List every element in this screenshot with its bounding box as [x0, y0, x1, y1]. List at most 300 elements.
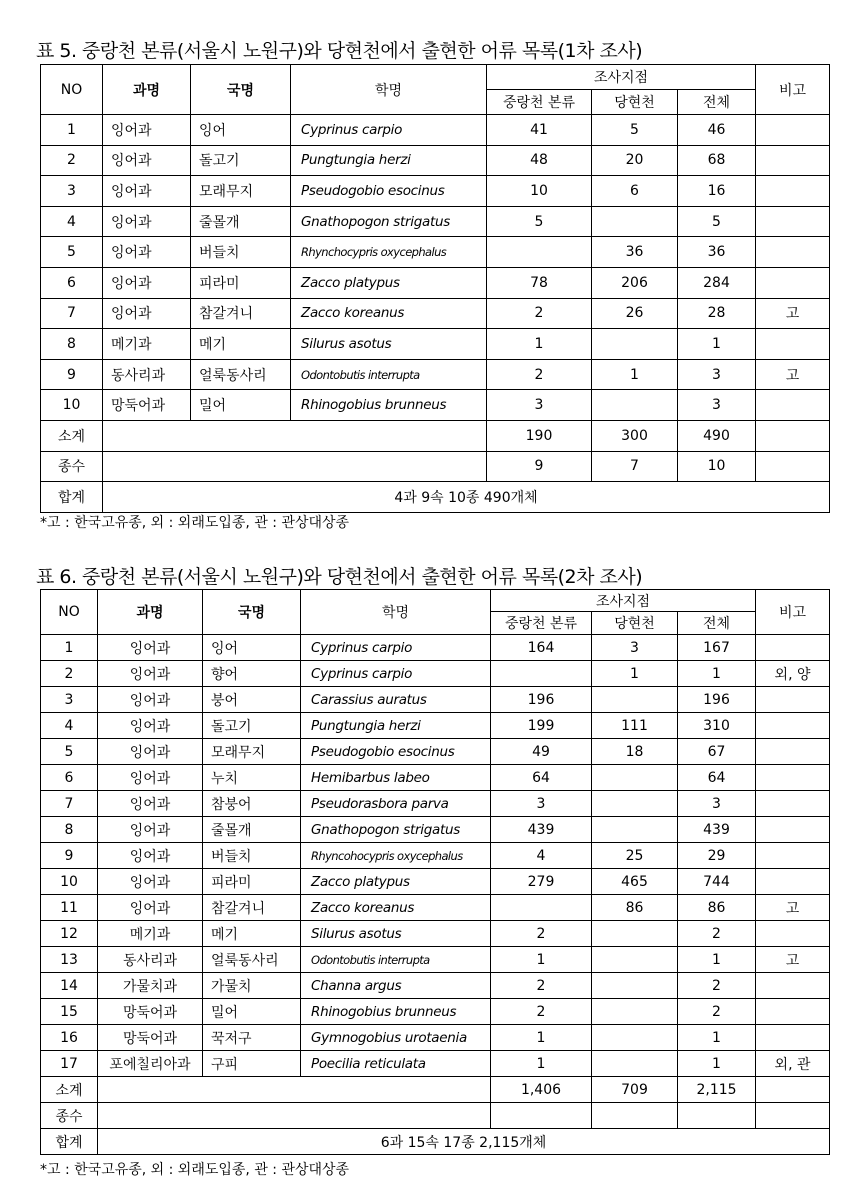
table6-species-row: [41, 1103, 830, 1129]
cell-family: 잉어과: [98, 791, 203, 817]
cell-note: [756, 739, 830, 765]
cell-family: 잉어과: [98, 869, 203, 895]
table6-footnote: *고 : 한국고유종, 외 : 외래도입종, 관 : 관상대상종: [40, 1162, 350, 1178]
cell-korean-name: 돌고기: [203, 713, 301, 739]
cell-total: 29: [678, 843, 756, 869]
header-total: 전체: [678, 612, 756, 635]
cell-korean-name: 누치: [203, 765, 301, 791]
cell-total: 744: [678, 869, 756, 895]
header-korean-name: 국명: [203, 590, 301, 635]
table-row: [41, 1051, 830, 1077]
cell-site1: 64: [491, 765, 592, 791]
cell-no: 7: [41, 298, 103, 329]
cell-no: 6: [41, 267, 103, 298]
cell-total: 196: [678, 687, 756, 713]
cell-site2: [592, 921, 678, 947]
cell-site1: 1: [487, 329, 592, 360]
cell-site1: 48: [487, 145, 592, 176]
cell-family: 잉어과: [98, 765, 203, 791]
cell-site2: [592, 329, 678, 360]
cell-scientific-name: Cyprinus carpio: [291, 115, 487, 146]
cell-note: [756, 1025, 830, 1051]
cell-family: 동사리과: [103, 359, 191, 390]
species-total: [678, 1103, 756, 1129]
subtotal-blank: [98, 1077, 491, 1103]
cell-site1: 199: [491, 713, 592, 739]
cell-note: [756, 176, 830, 207]
table5-species-row: [41, 451, 830, 482]
cell-note: 고: [756, 895, 830, 921]
cell-total: 46: [678, 115, 756, 146]
cell-site1: 2: [487, 298, 592, 329]
species-blank: [98, 1103, 491, 1129]
table5-title: 표 5. 중랑천 본류(서울시 노원구)와 당현천에서 출현한 어류 목록(1차 조사): [36, 40, 643, 62]
cell-note: 고: [756, 298, 830, 329]
table5-header-row: [41, 65, 830, 90]
header-scientific-name: 학명: [301, 590, 491, 635]
cell-note: 고: [756, 359, 830, 390]
cell-no: 5: [41, 739, 98, 765]
cell-note: [756, 206, 830, 237]
table-row: [41, 298, 830, 329]
cell-total: 68: [678, 145, 756, 176]
cell-korean-name: 밀어: [203, 999, 301, 1025]
cell-family: 포에칠리아과: [98, 1051, 203, 1077]
cell-scientific-name: Cyprinus carpio: [301, 661, 491, 687]
cell-site1: 41: [487, 115, 592, 146]
sum-text: 6과 15속 17종 2,115개체: [98, 1129, 830, 1155]
cell-family: 잉어과: [98, 739, 203, 765]
table-row: [41, 947, 830, 973]
cell-no: 17: [41, 1051, 98, 1077]
cell-total: 2: [678, 921, 756, 947]
cell-site1: 2: [487, 359, 592, 390]
cell-scientific-name: Cyprinus carpio: [301, 635, 491, 661]
cell-scientific-name: Gymnogobius urotaenia: [301, 1025, 491, 1051]
cell-no: 9: [41, 359, 103, 390]
cell-site2: [592, 687, 678, 713]
cell-total: 3: [678, 390, 756, 421]
cell-total: 3: [678, 791, 756, 817]
cell-korean-name: 피라미: [203, 869, 301, 895]
cell-note: [756, 267, 830, 298]
cell-korean-name: 버들치: [191, 237, 291, 268]
cell-family: 잉어과: [98, 661, 203, 687]
cell-family: 동사리과: [98, 947, 203, 973]
cell-scientific-name: Pseudogobio esocinus: [291, 176, 487, 207]
table5-footnote: *고 : 한국고유종, 외 : 외래도입종, 관 : 관상대상종: [40, 515, 350, 531]
cell-scientific-name: Rhyncohocypris oxycephalus: [301, 843, 491, 869]
cell-site1: 49: [491, 739, 592, 765]
table-row: [41, 895, 830, 921]
cell-site2: 1: [592, 661, 678, 687]
table-row: [41, 999, 830, 1025]
cell-korean-name: 가물치: [203, 973, 301, 999]
cell-family: 메기과: [103, 329, 191, 360]
table-row: [41, 237, 830, 268]
cell-scientific-name: Rhynchocypris oxycephalus: [291, 237, 487, 268]
cell-site2: 1: [592, 359, 678, 390]
species-site2: [592, 1103, 678, 1129]
table-row: [41, 115, 830, 146]
cell-no: 10: [41, 869, 98, 895]
cell-site2: 6: [592, 176, 678, 207]
cell-family: 잉어과: [103, 206, 191, 237]
cell-no: 12: [41, 921, 98, 947]
cell-korean-name: 참붕어: [203, 791, 301, 817]
cell-site2: 5: [592, 115, 678, 146]
cell-no: 3: [41, 176, 103, 207]
cell-total: 86: [678, 895, 756, 921]
cell-note: [756, 237, 830, 268]
cell-site2: [592, 206, 678, 237]
cell-scientific-name: Channa argus: [301, 973, 491, 999]
cell-scientific-name: Pungtungia herzi: [301, 713, 491, 739]
cell-family: 잉어과: [103, 298, 191, 329]
table6-sum-row: [41, 1129, 830, 1155]
cell-site2: 86: [592, 895, 678, 921]
cell-total: 167: [678, 635, 756, 661]
cell-site1: 2: [491, 999, 592, 1025]
subtotal-total: 490: [678, 420, 756, 451]
cell-site1: 439: [491, 817, 592, 843]
table6-body: [41, 635, 830, 1077]
header-survey-sites: 조사지점: [487, 65, 756, 90]
cell-scientific-name: Zacco koreanus: [301, 895, 491, 921]
cell-site1: 1: [491, 1051, 592, 1077]
cell-site1: 2: [491, 973, 592, 999]
cell-site1: 78: [487, 267, 592, 298]
table-row: [41, 791, 830, 817]
subtotal-label: 소계: [41, 1077, 98, 1103]
cell-no: 16: [41, 1025, 98, 1051]
subtotal-total: 2,115: [678, 1077, 756, 1103]
cell-site1: 10: [487, 176, 592, 207]
subtotal-note: [756, 420, 830, 451]
cell-note: [756, 687, 830, 713]
cell-site1: 1: [491, 947, 592, 973]
cell-scientific-name: Poecilia reticulata: [301, 1051, 491, 1077]
cell-total: 2: [678, 999, 756, 1025]
cell-site2: 25: [592, 843, 678, 869]
table5: [40, 64, 830, 513]
sum-label: 합계: [41, 482, 103, 513]
cell-korean-name: 참갈겨니: [191, 298, 291, 329]
subtotal-site2: 709: [592, 1077, 678, 1103]
cell-family: 잉어과: [103, 176, 191, 207]
cell-total: 28: [678, 298, 756, 329]
cell-scientific-name: Gnathopogon strigatus: [291, 206, 487, 237]
cell-note: [756, 145, 830, 176]
cell-site2: 3: [592, 635, 678, 661]
cell-scientific-name: Odontobutis interrupta: [291, 359, 487, 390]
table6-header-row: [41, 590, 830, 612]
cell-scientific-name: Odontobutis interrupta: [301, 947, 491, 973]
cell-site1: 5: [487, 206, 592, 237]
subtotal-site1: 190: [487, 420, 592, 451]
header-no: NO: [41, 65, 103, 115]
subtotal-site2: 300: [592, 420, 678, 451]
table-row: [41, 687, 830, 713]
cell-scientific-name: Zacco platypus: [291, 267, 487, 298]
cell-korean-name: 붕어: [203, 687, 301, 713]
cell-total: 16: [678, 176, 756, 207]
subtotal-note: [756, 1077, 830, 1103]
cell-no: 13: [41, 947, 98, 973]
cell-korean-name: 줄몰개: [191, 206, 291, 237]
cell-family: 잉어과: [98, 843, 203, 869]
cell-site1: [491, 661, 592, 687]
cell-korean-name: 향어: [203, 661, 301, 687]
cell-korean-name: 구피: [203, 1051, 301, 1077]
cell-scientific-name: Silurus asotus: [291, 329, 487, 360]
cell-site2: 20: [592, 145, 678, 176]
table-row: [41, 817, 830, 843]
cell-no: 2: [41, 661, 98, 687]
cell-site2: 26: [592, 298, 678, 329]
cell-site1: 4: [491, 843, 592, 869]
table-row: [41, 145, 830, 176]
cell-note: [756, 390, 830, 421]
cell-no: 5: [41, 237, 103, 268]
cell-korean-name: 잉어: [203, 635, 301, 661]
cell-korean-name: 모래무지: [203, 739, 301, 765]
cell-scientific-name: Pseudorasbora parva: [301, 791, 491, 817]
cell-scientific-name: Zacco platypus: [301, 869, 491, 895]
header-note: 비고: [756, 590, 830, 635]
cell-total: 2: [678, 973, 756, 999]
cell-no: 3: [41, 687, 98, 713]
cell-scientific-name: Pungtungia herzi: [291, 145, 487, 176]
cell-family: 잉어과: [98, 895, 203, 921]
header-korean-name: 국명: [191, 65, 291, 115]
cell-site2: [592, 791, 678, 817]
cell-note: [756, 635, 830, 661]
table5-sum-row: [41, 482, 830, 513]
cell-family: 망둑어과: [103, 390, 191, 421]
species-blank: [103, 451, 487, 482]
cell-no: 14: [41, 973, 98, 999]
cell-site2: [592, 947, 678, 973]
cell-total: 64: [678, 765, 756, 791]
cell-site1: 196: [491, 687, 592, 713]
cell-no: 1: [41, 115, 103, 146]
table5-body: [41, 115, 830, 421]
cell-korean-name: 버들치: [203, 843, 301, 869]
table-row: [41, 765, 830, 791]
cell-site1: 279: [491, 869, 592, 895]
cell-site2: 465: [592, 869, 678, 895]
header-site2: 당현천: [592, 90, 678, 115]
table-row: [41, 359, 830, 390]
cell-note: [756, 765, 830, 791]
cell-family: 메기과: [98, 921, 203, 947]
cell-total: 1: [678, 947, 756, 973]
cell-no: 4: [41, 713, 98, 739]
header-family: 과명: [98, 590, 203, 635]
species-label: 종수: [41, 451, 103, 482]
cell-total: 1: [678, 1051, 756, 1077]
cell-scientific-name: Gnathopogon strigatus: [301, 817, 491, 843]
header-no: NO: [41, 590, 98, 635]
cell-family: 잉어과: [103, 115, 191, 146]
cell-korean-name: 꾹저구: [203, 1025, 301, 1051]
cell-total: 439: [678, 817, 756, 843]
cell-korean-name: 얼룩동사리: [203, 947, 301, 973]
cell-site1: 1: [491, 1025, 592, 1051]
cell-korean-name: 모래무지: [191, 176, 291, 207]
cell-family: 잉어과: [103, 237, 191, 268]
cell-scientific-name: Silurus asotus: [301, 921, 491, 947]
cell-total: 3: [678, 359, 756, 390]
cell-note: [756, 843, 830, 869]
table6-title: 표 6. 중랑천 본류(서울시 노원구)와 당현천에서 출현한 어류 목록(2차 조사): [36, 566, 643, 588]
cell-site2: [592, 390, 678, 421]
header-scientific-name: 학명: [291, 65, 487, 115]
table-row: [41, 713, 830, 739]
cell-total: 1: [678, 661, 756, 687]
cell-note: [756, 713, 830, 739]
cell-site2: 18: [592, 739, 678, 765]
cell-total: 284: [678, 267, 756, 298]
cell-total: 1: [678, 1025, 756, 1051]
cell-total: 1: [678, 329, 756, 360]
cell-total: 67: [678, 739, 756, 765]
table-row: [41, 329, 830, 360]
cell-note: [756, 921, 830, 947]
cell-no: 8: [41, 817, 98, 843]
species-label: 종수: [41, 1103, 98, 1129]
cell-note: [756, 817, 830, 843]
species-note: [756, 451, 830, 482]
cell-site2: 36: [592, 237, 678, 268]
header-note: 비고: [756, 65, 830, 115]
header-site2: 당현천: [592, 612, 678, 635]
cell-note: 외, 양: [756, 661, 830, 687]
cell-korean-name: 얼룩동사리: [191, 359, 291, 390]
cell-site1: 3: [491, 791, 592, 817]
cell-site2: 111: [592, 713, 678, 739]
cell-note: [756, 329, 830, 360]
cell-site1: 164: [491, 635, 592, 661]
cell-no: 15: [41, 999, 98, 1025]
cell-family: 잉어과: [103, 267, 191, 298]
cell-site2: [592, 765, 678, 791]
species-site2: 7: [592, 451, 678, 482]
table-row: [41, 176, 830, 207]
table-row: [41, 1025, 830, 1051]
cell-scientific-name: Hemibarbus labeo: [301, 765, 491, 791]
cell-scientific-name: Carassius auratus: [301, 687, 491, 713]
cell-site1: [487, 237, 592, 268]
cell-site2: [592, 1051, 678, 1077]
table-row: [41, 921, 830, 947]
cell-no: 7: [41, 791, 98, 817]
cell-total: 36: [678, 237, 756, 268]
cell-family: 잉어과: [98, 713, 203, 739]
header-site1: 중랑천 본류: [487, 90, 592, 115]
sum-label: 합계: [41, 1129, 98, 1155]
cell-site2: [592, 973, 678, 999]
cell-korean-name: 줄몰개: [203, 817, 301, 843]
cell-korean-name: 돌고기: [191, 145, 291, 176]
cell-korean-name: 참갈겨니: [203, 895, 301, 921]
species-total: 10: [678, 451, 756, 482]
cell-site1: 2: [491, 921, 592, 947]
table-row: [41, 661, 830, 687]
table-row: [41, 869, 830, 895]
cell-note: [756, 115, 830, 146]
table-row: [41, 635, 830, 661]
cell-note: [756, 973, 830, 999]
cell-site2: [592, 999, 678, 1025]
cell-no: 9: [41, 843, 98, 869]
cell-no: 6: [41, 765, 98, 791]
sum-text: 4과 9속 10종 490개체: [103, 482, 830, 513]
cell-site2: [592, 817, 678, 843]
cell-no: 4: [41, 206, 103, 237]
table-row: [41, 973, 830, 999]
cell-family: 망둑어과: [98, 999, 203, 1025]
cell-site1: 3: [487, 390, 592, 421]
cell-family: 잉어과: [98, 687, 203, 713]
species-site1: [491, 1103, 592, 1129]
subtotal-site1: 1,406: [491, 1077, 592, 1103]
cell-korean-name: 밀어: [191, 390, 291, 421]
header-site1: 중랑천 본류: [491, 612, 592, 635]
cell-site2: 206: [592, 267, 678, 298]
cell-note: [756, 869, 830, 895]
table-row: [41, 739, 830, 765]
cell-scientific-name: Rhinogobius brunneus: [301, 999, 491, 1025]
table-row: [41, 390, 830, 421]
cell-family: 잉어과: [98, 817, 203, 843]
header-family: 과명: [103, 65, 191, 115]
cell-family: 망둑어과: [98, 1025, 203, 1051]
cell-site2: [592, 1025, 678, 1051]
header-survey-sites: 조사지점: [491, 590, 756, 612]
cell-site1: [491, 895, 592, 921]
cell-note: [756, 791, 830, 817]
header-total: 전체: [678, 90, 756, 115]
cell-note: [756, 999, 830, 1025]
cell-korean-name: 잉어: [191, 115, 291, 146]
cell-scientific-name: Rhinogobius brunneus: [291, 390, 487, 421]
cell-note: 고: [756, 947, 830, 973]
cell-note: 외, 관: [756, 1051, 830, 1077]
cell-korean-name: 메기: [203, 921, 301, 947]
cell-no: 2: [41, 145, 103, 176]
cell-korean-name: 피라미: [191, 267, 291, 298]
table6: [40, 589, 830, 1155]
species-site1: 9: [487, 451, 592, 482]
cell-no: 10: [41, 390, 103, 421]
species-note: [756, 1103, 830, 1129]
cell-no: 1: [41, 635, 98, 661]
cell-scientific-name: Pseudogobio esocinus: [301, 739, 491, 765]
subtotal-label: 소계: [41, 420, 103, 451]
cell-scientific-name: Zacco koreanus: [291, 298, 487, 329]
table5-subtotal-row: [41, 420, 830, 451]
table-row: [41, 206, 830, 237]
cell-family: 잉어과: [98, 635, 203, 661]
cell-total: 5: [678, 206, 756, 237]
table6-subtotal-row: [41, 1077, 830, 1103]
cell-no: 11: [41, 895, 98, 921]
cell-no: 8: [41, 329, 103, 360]
table-row: [41, 843, 830, 869]
cell-family: 잉어과: [103, 145, 191, 176]
